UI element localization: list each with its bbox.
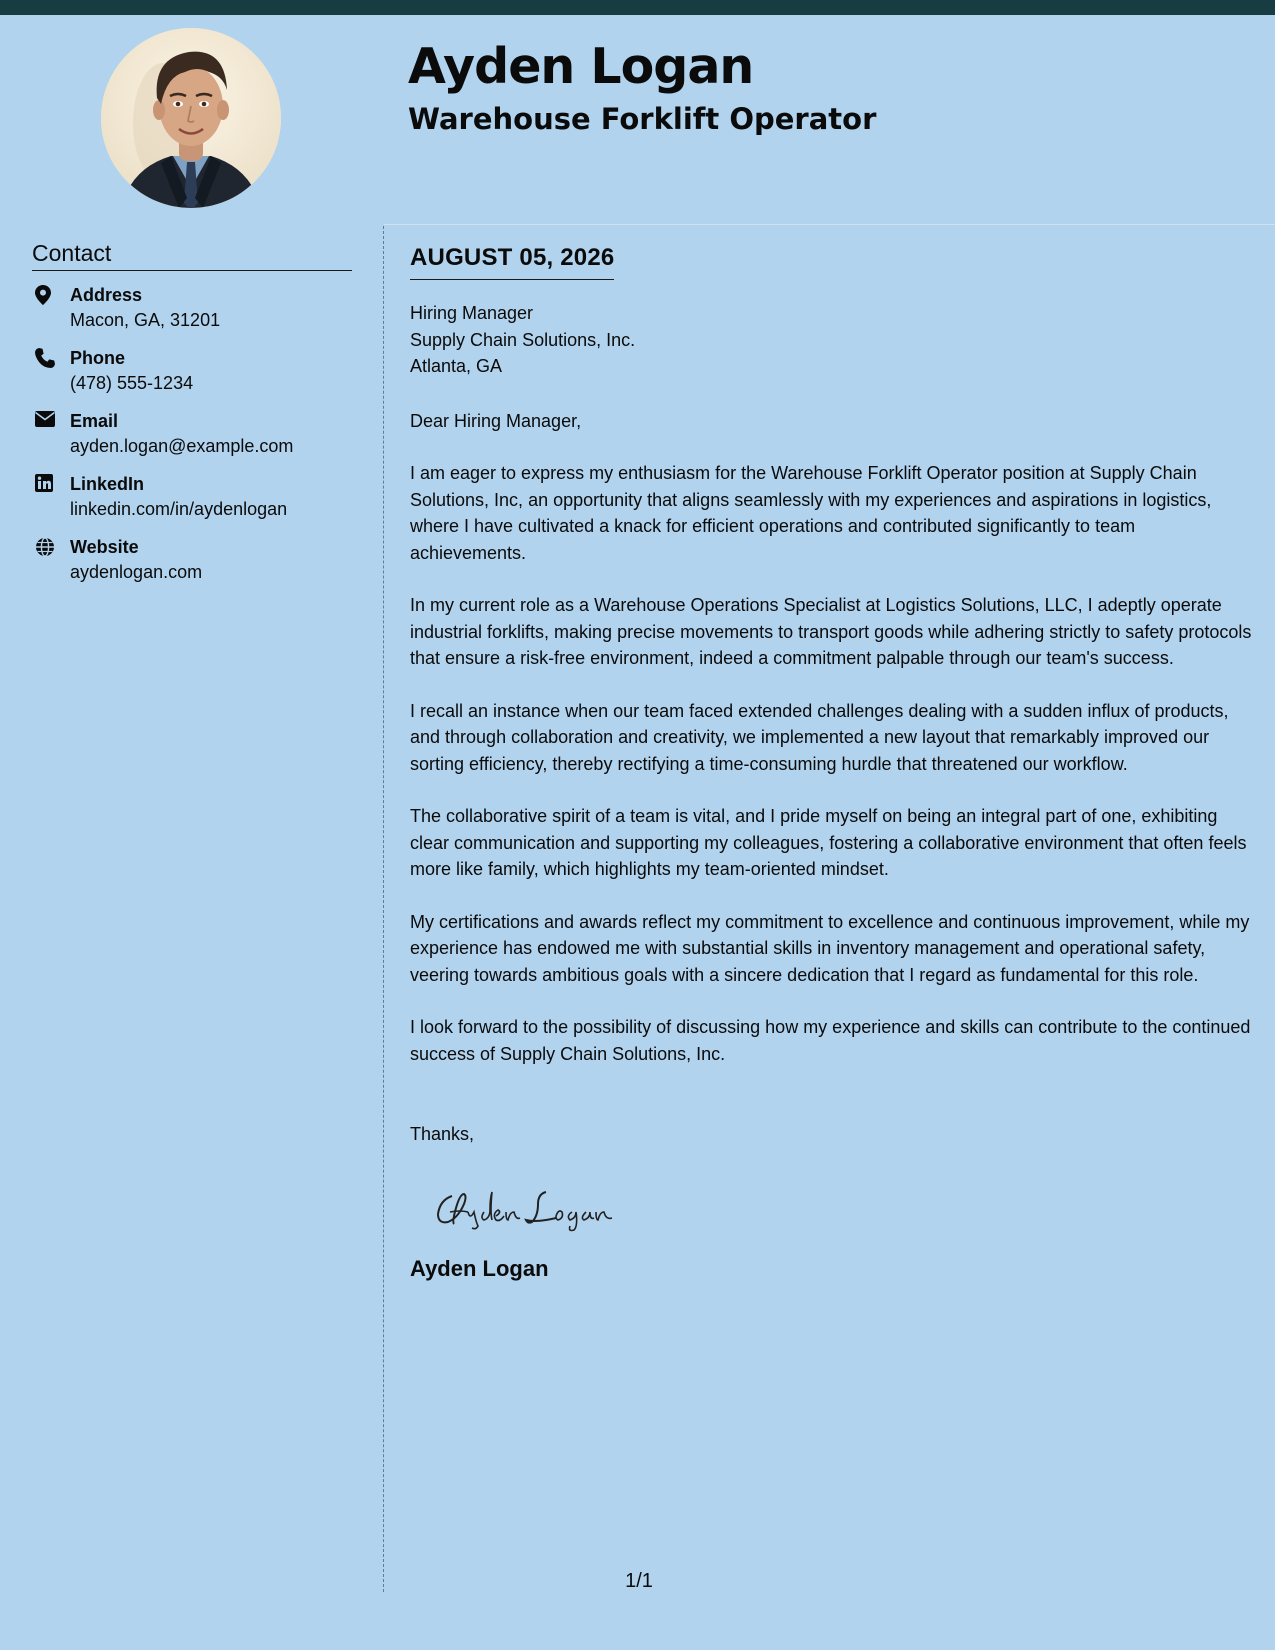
contact-item-website <box>32 535 352 598</box>
column-divider <box>383 226 384 1592</box>
contact-label: Website <box>70 537 139 557</box>
job-title: Warehouse Forklift Operator <box>408 102 877 136</box>
contact-item-email <box>32 409 352 472</box>
closing: Thanks, <box>410 1124 475 1144</box>
letter-paragraph: I am eager to express my enthusiasm for the Warehouse Forklift Operator position at Supply Chain Solutions, Inc, an opportunity that aligns seamlessly with my experiences and aspirations in logistics, where I have cultivated a knack for efficient operations and contributed significantly to team achievements. <box>410 463 1212 563</box>
profile-photo <box>101 28 281 208</box>
letter-date: AUGUST 05, 2026 <box>410 243 614 280</box>
letter-paragraph: My certifications and awards reflect my commitment to excellence and continuous improvement, while my experience has endowed me with substantial skills in inventory management and operational safety, veering towards ambitious goals with a sincere dedication that I regard as fundamental for this role. <box>410 911 1250 985</box>
contact-heading: Contact <box>32 240 352 271</box>
letter-paragraph: I look forward to the possibility of discussing how my experience and skills can contribute to the continued success of Supply Chain Solutions, Inc. <box>410 1017 1251 1064</box>
recipient-line: Supply Chain Solutions, Inc. <box>410 329 636 350</box>
letter-paragraph: The collaborative spirit of a team is vital, and I pride myself on being an integral part of one, exhibiting clear communication and supporting my colleagues, fostering a collaborative environment that often feels more like family, which highlights my team-oriented mindset. <box>410 806 1247 879</box>
linkedin-value[interactable]: linkedin.com/in/aydenlogan <box>70 499 288 519</box>
recipient-line: Atlanta, GA <box>410 356 503 376</box>
header-divider <box>384 224 1275 225</box>
handwritten-signature <box>434 1182 1255 1232</box>
signer-name: Ayden Logan <box>410 1255 549 1281</box>
contact-item-linkedin <box>32 472 352 535</box>
contact-label: Phone <box>70 348 126 368</box>
contact-item-address <box>32 283 352 346</box>
letter-body <box>410 243 1255 1282</box>
globe-icon <box>32 535 70 557</box>
top-accent-bar <box>0 0 1275 15</box>
email-value[interactable]: ayden.logan@example.com <box>70 436 294 456</box>
contact-list <box>32 283 352 598</box>
phone-icon <box>32 346 70 368</box>
candidate-name: Ayden Logan <box>408 38 754 95</box>
envelope-icon <box>32 409 70 427</box>
page-number: 1/1 <box>625 1570 653 1592</box>
letter-paragraph: I recall an instance when our team faced extended challenges dealing with a sudden influx of products, and through collaboration and creativity, we implemented a new layout that remarkably improved our sorting efficiency, thereby rectifying a time-consuming hurdle that threatened our workflow. <box>410 700 1229 774</box>
website-value[interactable]: aydenlogan.com <box>70 562 203 582</box>
contact-sidebar <box>32 240 352 598</box>
salutation: Dear Hiring Manager, <box>410 410 582 431</box>
recipient-block <box>410 300 1255 380</box>
phone-value: (478) 555-1234 <box>70 373 194 393</box>
contact-item-phone <box>32 346 352 409</box>
contact-label: Email <box>70 411 119 431</box>
contact-label: LinkedIn <box>70 474 145 494</box>
map-pin-icon <box>32 283 70 305</box>
letter-paragraph: In my current role as a Warehouse Operations Specialist at Logistics Solutions, LLC, I adeptly operate industrial forklifts, making precise movements to transport goods while adhering strictly to safety protocols that ensure a risk-free environment, indeed a commitment palpable through our team's success. <box>410 595 1252 668</box>
avatar <box>101 28 281 208</box>
linkedin-icon <box>32 472 70 492</box>
contact-label: Address <box>70 285 143 305</box>
address-value: Macon, GA, 31201 <box>70 310 221 330</box>
recipient-line: Hiring Manager <box>410 303 534 323</box>
